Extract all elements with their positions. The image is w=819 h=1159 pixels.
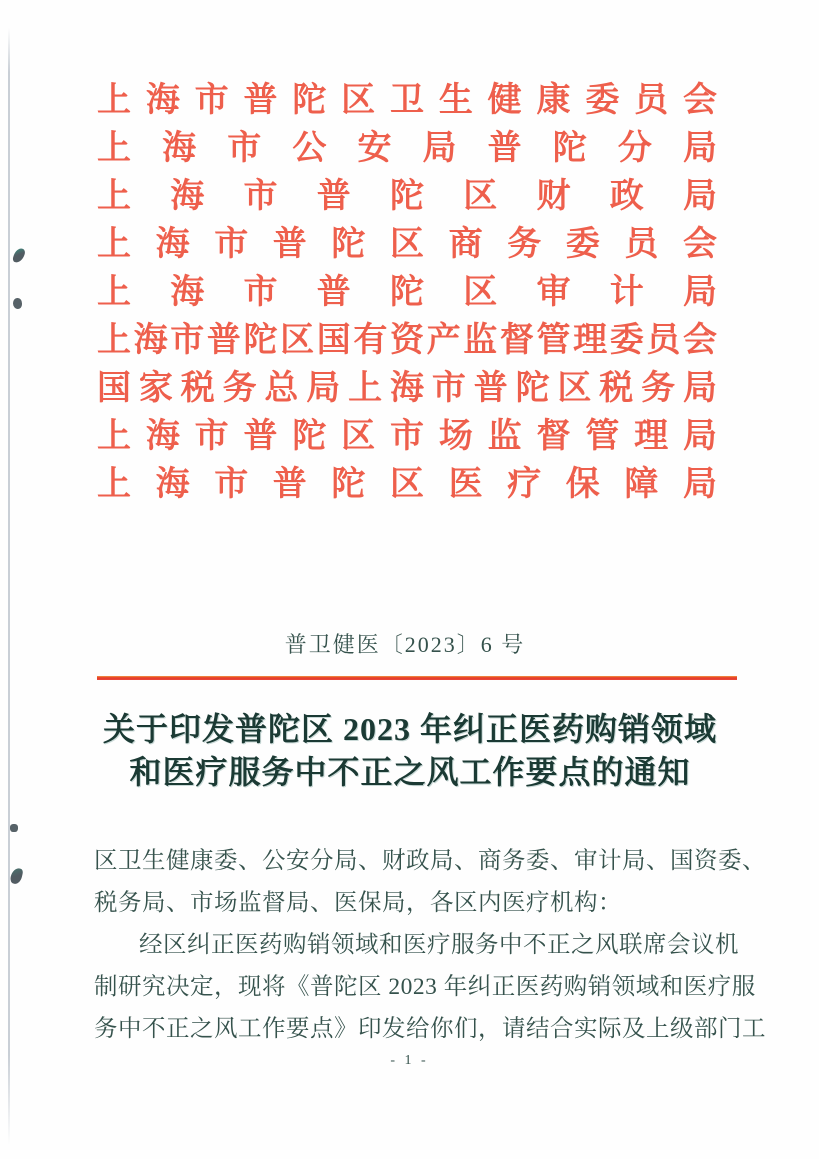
- letterhead-agency-list: [97, 77, 717, 509]
- body-text-line: 务中不正之风工作要点》印发给你们，请结合实际及上级部门工: [94, 1016, 766, 1042]
- letterhead-agency-name: 上海市普陀区审计局: [97, 274, 717, 311]
- letterhead-agency-name: 上海市普陀区财政局: [97, 178, 717, 215]
- scan-speck: [10, 824, 18, 832]
- scan-speck: [13, 298, 22, 309]
- letterhead-agency-name: 上海市普陀区卫生健康委员会: [97, 82, 717, 119]
- letterhead-divider-rule: [97, 676, 737, 680]
- letterhead-agency-name: 上海市普陀区国有资产监督管理委员会: [97, 322, 717, 359]
- page-number: - 1 -: [390, 1053, 429, 1068]
- body-text-line: 区卫生健康委、公安分局、财政局、商务委、审计局、国资委、: [94, 848, 766, 874]
- document-body: [94, 840, 766, 1050]
- document-title: [40, 708, 780, 794]
- document-title-line-1: 关于印发普陀区 2023 年纠正医药购销领域: [102, 711, 717, 747]
- letterhead-agency-name: 上海市普陀区市场监督管理局: [97, 418, 717, 455]
- letterhead-agency-name: 上海市公安局普陀分局: [97, 130, 717, 167]
- scan-speck: [9, 867, 23, 885]
- letterhead-agency-name: 上海市普陀区医疗保障局: [97, 466, 717, 503]
- document-title-line-2: 和医疗服务中不正之风工作要点的通知: [129, 754, 691, 790]
- scan-page-edge-line: [8, 28, 10, 1145]
- letterhead-agency-name: 上海市普陀区商务委员会: [97, 226, 717, 263]
- scan-speck: [12, 247, 26, 264]
- document-reference-number: 普卫健医〔2023〕6 号: [284, 632, 526, 657]
- letterhead-agency-name: 国家税务总局上海市普陀区税务局: [97, 370, 717, 407]
- body-text-line: 制研究决定，现将《普陀区 2023 年纠正医药购销领域和医疗服: [94, 974, 756, 1000]
- body-text-line: 经区纠正医药购销领域和医疗服务中不正之风联席会议机: [139, 932, 739, 958]
- body-text-line: 税务局、市场监督局、医保局，各区内医疗机构：: [94, 890, 622, 916]
